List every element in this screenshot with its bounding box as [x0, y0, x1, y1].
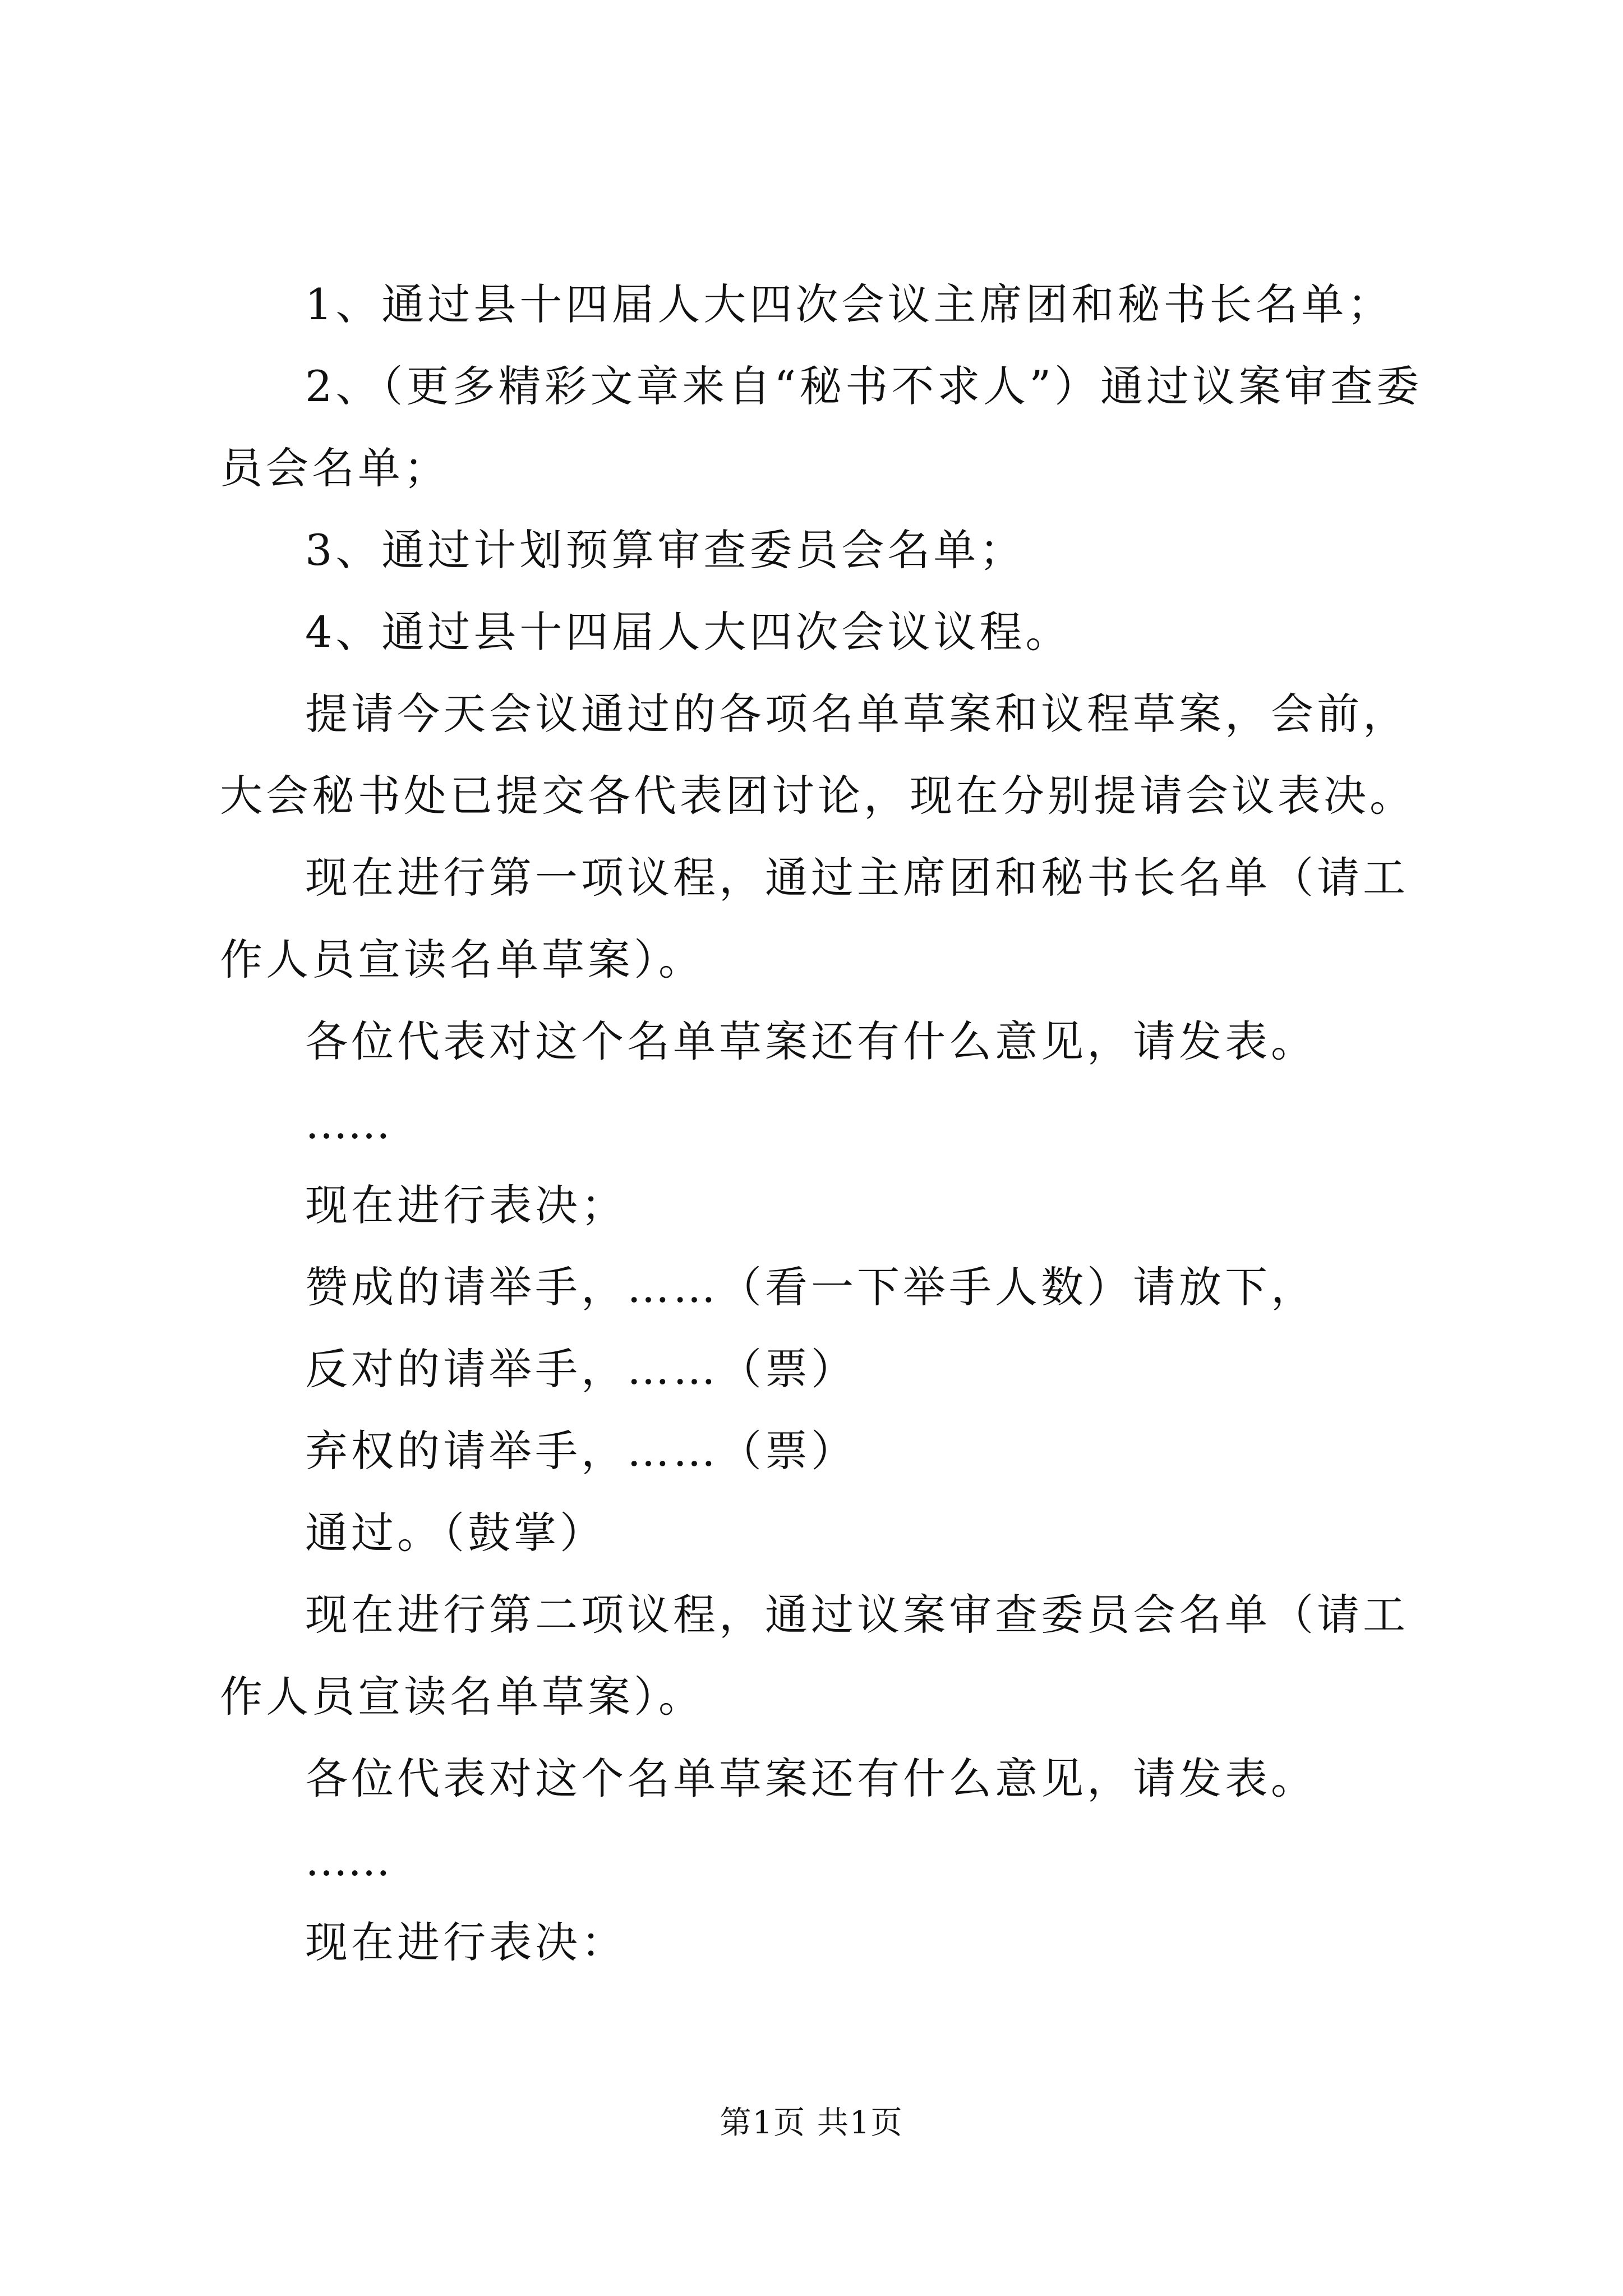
paragraph-submission: 提请今天会议通过的各项名单草案和议程草案，会前，大会秘书处已提交各代表团讨论，现在分别提请会议表决。 — [220, 689, 1415, 821]
agenda-item-2: 2、（更多精彩文章来自“秘书不求人”）通过议案审查委员会名单； — [220, 361, 1423, 493]
paragraph-opinion-2: 各位代表对这个名单草案还有什么意见，请发表。 — [305, 1754, 1317, 1803]
paragraph-second-agenda: 现在进行第二项议程，通过议案审查委员会名单（请工作人员宣读名单草案）。 — [220, 1590, 1409, 1722]
paragraph-passed: 通过。（鼓掌） — [305, 1508, 606, 1558]
agenda-item-3: 3、通过计划预算审查委员会名单； — [305, 525, 1026, 575]
paragraph-approve: 赞成的请举手，……（看一下举手人数）请放下， — [305, 1262, 1317, 1312]
agenda-item-4: 4、通过县十四届人大四次会议议程。 — [305, 607, 1072, 657]
paragraph-vote-2: 现在进行表决： — [305, 1917, 627, 1967]
paragraph-abstain: 弃权的请举手，……（票） — [305, 1426, 857, 1476]
paragraph-opinion-1: 各位代表对这个名单草案还有什么意见，请发表。 — [305, 1016, 1317, 1066]
ellipsis-1: …… — [305, 1098, 390, 1148]
page-footer: 第1页 共1页 — [720, 2105, 903, 2141]
paragraph-oppose: 反对的请举手，……（票） — [305, 1344, 857, 1394]
agenda-item-1: 1、通过县十四届人大四次会议主席团和秘书长名单； — [305, 279, 1394, 329]
document-body — [220, 264, 1437, 1984]
paragraph-vote-1: 现在进行表决； — [305, 1180, 627, 1230]
paragraph-first-agenda: 现在进行第一项议程，通过主席团和秘书长名单（请工作人员宣读名单草案）。 — [220, 853, 1409, 984]
ellipsis-2: …… — [305, 1835, 390, 1885]
